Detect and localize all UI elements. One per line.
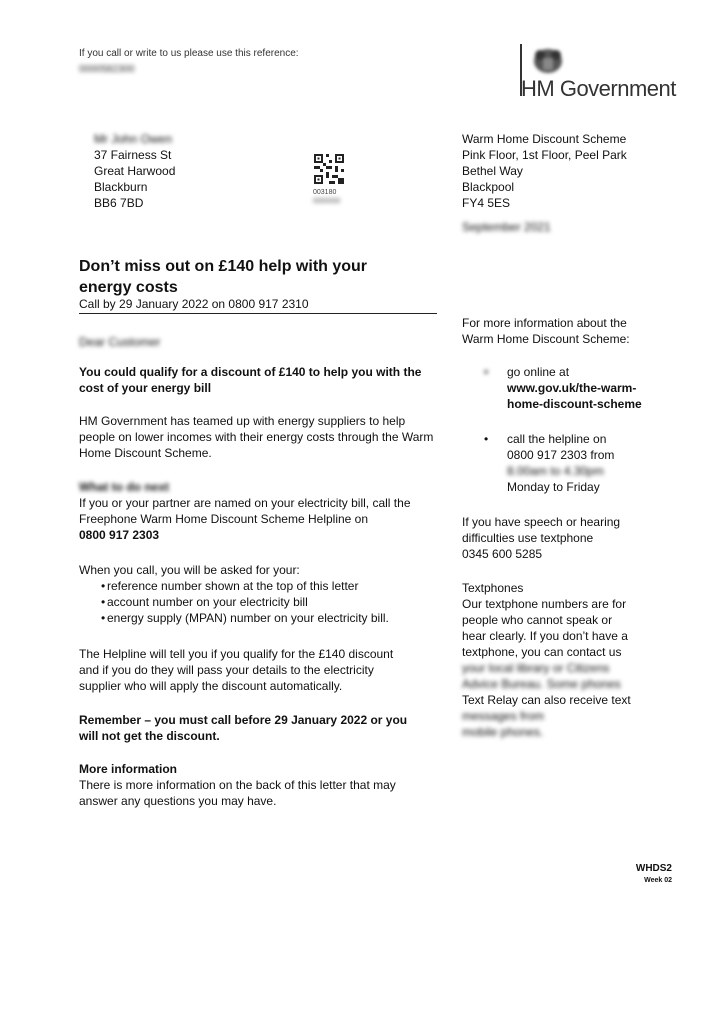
letter-date: September 2021 (462, 220, 551, 234)
textphones-line: Our textphone numbers are for (462, 597, 627, 611)
qr-id (313, 188, 340, 206)
textphones-line: hear clearly. If you don’t have a (462, 629, 628, 643)
headline-divider (79, 313, 437, 314)
helpline-line1: The Helpline will tell you if you qualify for the £140 discount (79, 647, 394, 661)
textphones-line: Text Relay can also receive text (462, 693, 631, 707)
sidebar-speech (462, 514, 652, 562)
remember-section (79, 712, 439, 744)
letter-headline: Don’t miss out on £140 help with your energy costs (79, 258, 368, 296)
helpline-hours: 8.00am to 4.30pm (507, 464, 604, 478)
royal-crest-icon (528, 46, 568, 76)
online-label: go online at (507, 365, 570, 379)
recipient-postcode: BB6 7BD (94, 196, 144, 210)
more-info-heading: More information (79, 762, 177, 776)
when-you-call-section (79, 562, 439, 626)
reference-block (79, 46, 299, 78)
list-item (462, 431, 652, 495)
sidebar-textphones (462, 580, 652, 740)
helpline-number: 0800 917 2303 from (507, 448, 615, 462)
sender-city: Blackpool (462, 180, 515, 194)
document-code (636, 862, 672, 886)
recipient-city: Blackburn (94, 180, 148, 194)
recipient-name: Mr John Owen (94, 132, 173, 146)
website-link[interactable]: home-discount-scheme (507, 397, 642, 411)
remember-line2: will not get the discount. (79, 729, 220, 743)
recipient-town: Great Harwood (94, 164, 176, 178)
what-to-do-section (79, 479, 439, 543)
recipient-address (94, 131, 175, 211)
logo-text: HM Government (521, 76, 676, 101)
what-to-do-heading: What to do next (79, 480, 169, 494)
list-item (79, 578, 439, 594)
helpline-line2: and if you do they will pass your details to the electricity (79, 663, 374, 677)
hm-government-logo (518, 42, 678, 102)
what-to-do-line2: Freephone Warm Home Discount Scheme Helpline on (79, 512, 369, 526)
sender-org: Warm Home Discount Scheme (462, 132, 627, 146)
sidebar-intro-line1: For more information about the (462, 316, 627, 330)
greeting (79, 334, 439, 350)
qr-id-line1: 003180 (313, 189, 337, 196)
website-link[interactable]: www.gov.uk/the-warm- (507, 381, 637, 395)
more-info-line2: answer any questions you may have. (79, 794, 277, 808)
list-item-text: energy supply (MPAN) number on your electricity bill. (107, 611, 389, 625)
list-item (79, 610, 439, 626)
helpline-phone: 0800 917 2303 (79, 528, 160, 542)
helpline-days: Monday to Friday (507, 480, 600, 494)
textphones-line: people who cannot speak or (462, 613, 613, 627)
textphones-line: messages from (462, 709, 545, 723)
intro-paragraph: HM Government has teamed up with energy suppliers to help people on lower incomes with their energy costs through the Warm Home Discount Scheme. (79, 414, 434, 460)
reference-label: If you call or write to us please use this reference: (79, 48, 299, 59)
list-item (462, 364, 652, 412)
textphones-line: Advice Bureau. Some phones (462, 677, 621, 691)
list-item-text: account number on your electricity bill (107, 595, 308, 609)
helpline-line3: supplier who will apply the discount automatically. (79, 679, 343, 693)
recipient-street: 37 Fairness St (94, 148, 172, 162)
sender-address (462, 131, 627, 235)
when-you-call-intro: When you call, you will be asked for your: (79, 563, 300, 577)
list-item-text: reference number shown at the top of this letter (107, 579, 359, 593)
bullet-icon: • (101, 611, 106, 625)
sender-street: Bethel Way (462, 164, 523, 178)
sender-postcode: FY4 5ES (462, 196, 511, 210)
bullet-icon: • (484, 432, 489, 446)
more-info-line1: There is more information on the back of this letter that may (79, 778, 396, 792)
what-to-do-line1: If you or your partner are named on your electricity bill, call the (79, 496, 411, 510)
textphones-line: your local library or Citizens (462, 661, 610, 675)
speech-line1: If you have speech or hearing (462, 515, 621, 529)
remember-line1: Remember – you must call before 29 January 2022 or you (79, 713, 408, 727)
helpline-label: call the helpline on (507, 432, 607, 446)
sender-floor: Pink Floor, 1st Floor, Peel Park (462, 148, 627, 162)
document-code-main: WHDS2 (635, 863, 672, 874)
qr-code-icon (314, 154, 344, 184)
bullet-icon: • (101, 595, 106, 609)
sidebar-online (462, 364, 652, 412)
textphones-line: mobile phones. (462, 725, 544, 739)
sidebar-intro-line2: Warm Home Discount Scheme: (462, 332, 630, 346)
sidebar-helpline (462, 431, 652, 495)
speech-line2: difficulties use textphone (462, 531, 594, 545)
call-by-line: Call by 29 January 2022 on 0800 917 2310 (79, 297, 309, 311)
qualify-statement: You could qualify for a discount of £140 to help you with the cost of your energy bill (79, 365, 422, 395)
document-code-week: Week 02 (644, 877, 672, 884)
helpline-section (79, 646, 439, 694)
more-info-section (79, 761, 439, 809)
bullet-icon: • (101, 579, 106, 593)
bullet-icon: • (484, 365, 489, 379)
greeting-text: Dear Customer (79, 335, 161, 349)
list-item (79, 594, 439, 610)
textphone-number: 0345 600 5285 (462, 547, 543, 561)
qr-id-line2: 0000000 (313, 198, 341, 205)
reference-number: 0000582300 (79, 64, 135, 75)
textphones-heading: Textphones (462, 581, 524, 595)
textphones-line: textphone, you can contact us (462, 645, 622, 659)
sidebar-intro (462, 315, 652, 347)
